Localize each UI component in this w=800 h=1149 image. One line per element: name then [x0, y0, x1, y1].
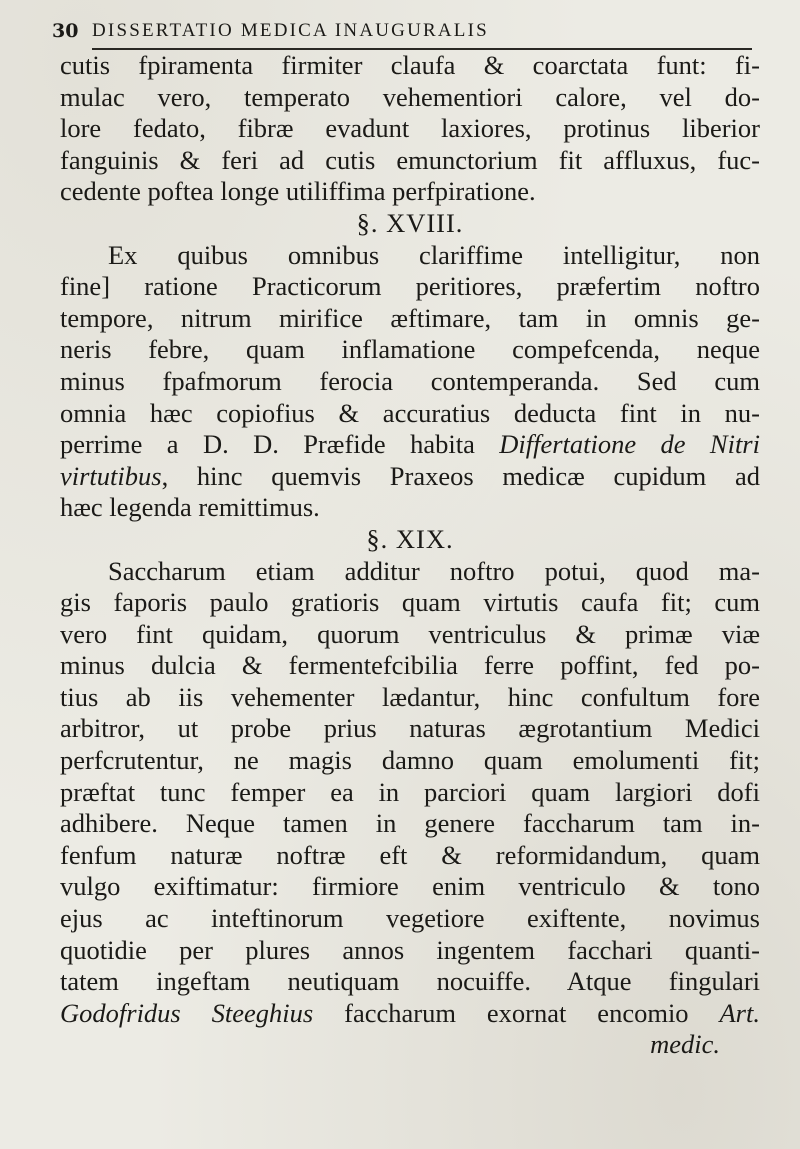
page-header — [52, 20, 752, 54]
section-heading-19: §. XIX. — [366, 523, 454, 554]
catchword: medic. — [650, 1029, 720, 1060]
text-line: gis faporis paulo gratioris quam virtutis caufa fit; cum — [60, 587, 760, 618]
text-line: Saccharum etiam additur noftro potui, quod ma- — [108, 555, 760, 586]
text-fragment: perrime a D. D. Præfide habita — [60, 429, 475, 460]
text-line: vulgo exiftimatur: firmiore enim ventriculo & tono — [60, 871, 760, 902]
text-line: arbitror, ut probe prius naturas ægrotantium Medici — [60, 713, 760, 744]
text-fragment: faccharum exornat encomio — [344, 997, 689, 1028]
text-line: minus fpafmorum ferocia contemperanda. Sed cum — [60, 365, 760, 396]
body-text — [60, 50, 760, 1061]
author-name: Godofridus Steeghius — [60, 997, 314, 1028]
text-line: neris febre, quam inflamatione compefcenda, neque — [60, 334, 760, 365]
text-line: fine] ratione Practicorum peritiores, præfertim noftro — [60, 271, 760, 302]
page-number: 30 — [52, 20, 79, 42]
text-line: tempore, nitrum mirifice æftimare, tam in omnis ge- — [60, 302, 760, 333]
text-line: hæc legenda remittimus. — [60, 492, 320, 523]
citation-title-cont: virtutibus — [60, 460, 162, 491]
text-line-with-citation — [60, 429, 760, 461]
section-heading-18: §. XVIII. — [356, 207, 464, 238]
text-line: fenfum naturæ noftræ eft & reformidandum, quam — [60, 839, 760, 870]
text-line: Ex quibus omnibus clariffime intelligitur, non — [108, 239, 760, 270]
text-line-with-author — [60, 998, 760, 1030]
text-line: ejus ac inteftinorum vegetiore exiftente, novimus — [60, 903, 760, 934]
text-line: præftat tunc femper ea in parciori quam largiori dofi — [60, 776, 760, 807]
text-line: fanguinis & feri ad cutis emunctorium fit affluxus, fuc- — [60, 144, 760, 175]
text-fragment: , hinc quemvis Praxeos medicæ cupidum ad — [161, 460, 760, 491]
text-line: omnia hæc copiofius & accuratius deducta fint in nu- — [60, 397, 760, 428]
text-line: cutis fpiramenta firmiter claufa & coarctata funt: fi- — [60, 50, 760, 80]
text-line: tatem ingeftam neutiquam nocuiffe. Atque fingulari — [60, 966, 760, 997]
text-line-with-citation — [60, 461, 760, 493]
text-line: perfcrutentur, ne magis damno quam emolumenti fit; — [60, 745, 760, 776]
text-line: quotidie per plures annos ingentem facchari quanti- — [60, 934, 760, 965]
text-line: tius ab iis vehementer lædantur, hinc confultum fore — [60, 681, 760, 712]
text-line: adhibere. Neque tamen in genere faccharum tam in- — [60, 808, 760, 839]
citation-title: Differtatione de Nitri — [499, 429, 760, 460]
text-line: minus dulcia & fermentefcibilia ferre poffint, fed po- — [60, 650, 760, 681]
text-line: cedente poftea longe utiliffima perfpiratione. — [60, 176, 536, 207]
text-line: mulac vero, temperato vehementiori calore, vel do- — [60, 81, 760, 112]
text-line: lore fedato, fibræ evadunt laxiores, protinus liberior — [60, 113, 760, 144]
running-title: DISSERTATIO MEDICA INAUGURALIS — [92, 20, 489, 41]
text-line: vero fint quidam, quorum ventriculus & primæ viæ — [60, 618, 760, 649]
text-fragment-italic: Art. — [719, 997, 760, 1028]
